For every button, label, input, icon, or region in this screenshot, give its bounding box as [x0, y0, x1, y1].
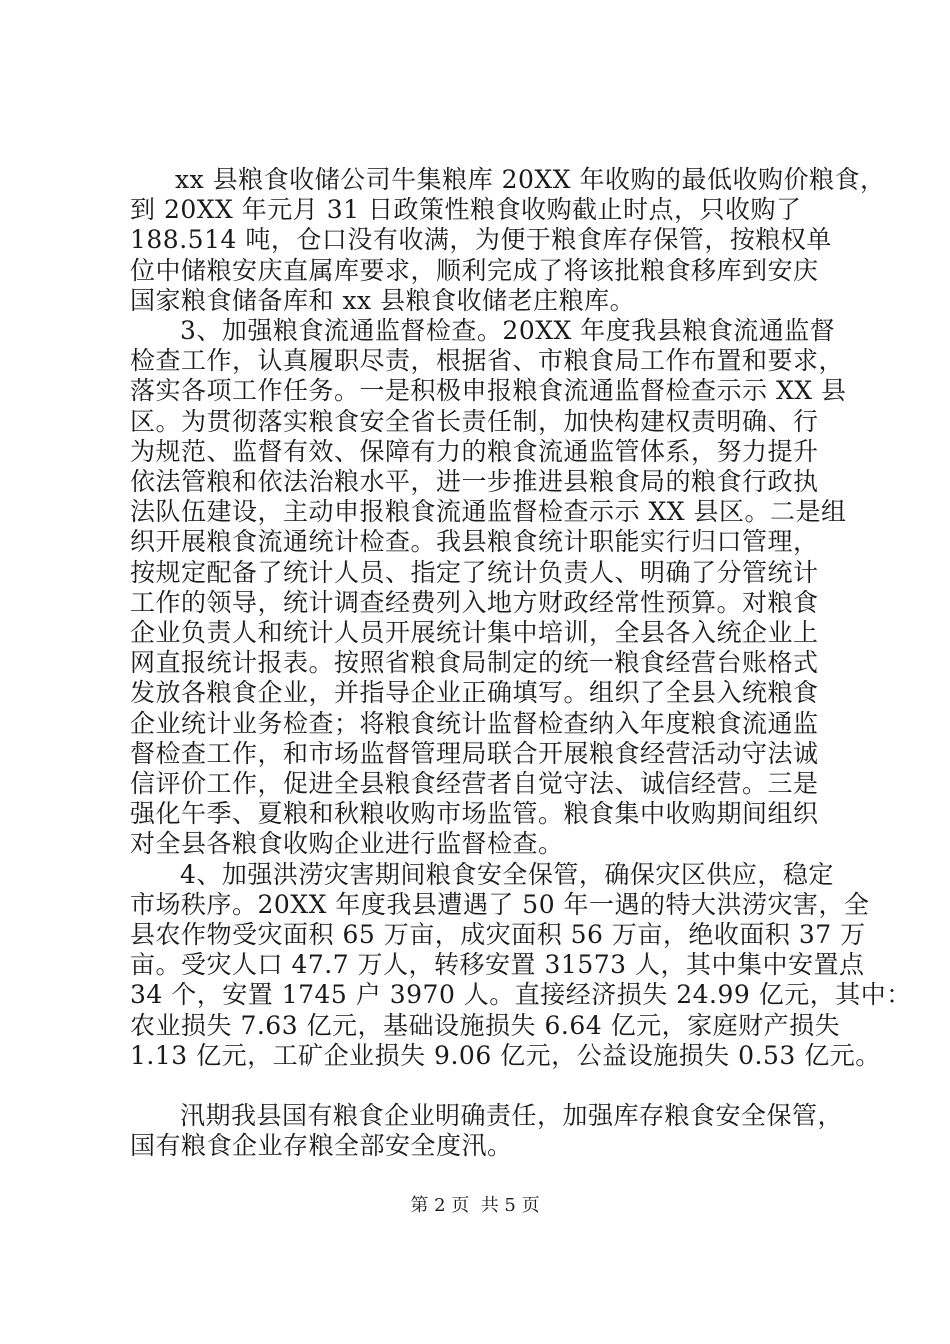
text-line: 区。为贯彻落实粮食安全省长责任制，加快构建权责明确、行 [130, 407, 819, 436]
text-line: 强化午季、夏粮和秋粮收购市场监管。粮食集中收购期间组织 [130, 799, 819, 828]
text-line: 到 20XX 年元月 31 日政策性粮食收购截止时点，只收购了 [130, 195, 802, 224]
text-line: 188.514 吨，仓口没有收满，为便于粮食库存保管，按粮权单 [130, 225, 832, 254]
text-line: 工作的领导，统计调查经费列入地方财政经常性预算。对粮食 [130, 588, 819, 617]
text-line: 3、加强粮食流通监督检查。20XX 年度我县粮食流通监督 [180, 316, 836, 345]
text-line: 织开展粮食流通统计检查。我县粮食统计职能实行归口管理， [130, 527, 819, 556]
text-line: 依法管粮和依法治粮水平，进一步推进县粮食局的粮食行政执 [130, 467, 819, 496]
text-line: 为规范、监督有效、保障有力的粮食流通监管体系，努力提升 [130, 437, 819, 466]
text-line: xx 县粮食收储公司牛集粮库 20XX 年收购的最低收购价粮食， [175, 165, 886, 194]
text-line: 对全县各粮食收购企业进行监督检查。 [130, 829, 564, 858]
text-line: 位中储粮安庆直属库要求，顺利完成了将该批粮食移库到安庆 [130, 256, 819, 285]
text-line: 市场秩序。20XX 年度我县遭遇了 50 年一遇的特大洪涝灾害，全 [130, 890, 870, 919]
text-line: 督检查工作，和市场监督管理局联合开展粮食经营活动守法诚 [130, 739, 819, 768]
text-line: 信评价工作，促进全县粮食经营者自觉守法、诚信经营。三是 [130, 769, 819, 798]
text-line: 企业负责人和统计人员开展统计集中培训，全县各入统企业上 [130, 618, 819, 647]
text-line: 发放各粮食企业，并指导企业正确填写。组织了全县入统粮食 [130, 678, 819, 707]
page-number-footer: 第 2 页 共 5 页 [410, 1195, 540, 1216]
text-line: 按规定配备了统计人员、指定了统计负责人、明确了分管统计 [130, 558, 819, 587]
text-line: 网直报统计报表。按照省粮食局制定的统一粮食经营台账格式 [130, 648, 819, 677]
text-line: 企业统计业务检查；将粮食统计监督检查纳入年度粮食流通监 [130, 709, 819, 738]
text-line: 落实各项工作任务。一是积极申报粮食流通监督检查示示 XX 县 [130, 376, 847, 405]
text-line: 34 个，安置 1745 户 3970 人。直接经济损失 24.99 亿元，其中： [130, 980, 912, 1009]
text-line: 县农作物受灾面积 65 万亩，成灾面积 56 万亩，绝收面积 37 万 [130, 920, 866, 949]
text-line: 亩。受灾人口 47.7 万人，转移安置 31573 人，其中集中安置点 [130, 950, 865, 979]
text-line: 检查工作，认真履职尽责，根据省、市粮食局工作布置和要求， [130, 346, 845, 375]
text-line: 4、加强洪涝灾害期间粮食安全保管，确保灾区供应，稳定 [180, 860, 834, 889]
text-line: 农业损失 7.63 亿元，基础设施损失 6.64 亿元，家庭财产损失 [130, 1011, 841, 1040]
text-line: 国家粮食储备库和 xx 县粮食收储老庄粮库。 [130, 286, 636, 315]
text-line: 汛期我县国有粮食企业明确责任，加强库存粮食安全保管， [180, 1101, 844, 1130]
text-line: 法队伍建设，主动申报粮食流通监督检查示示 XX 县区。二是组 [130, 497, 847, 526]
text-line: 1.13 亿元，工矿企业损失 9.06 亿元，公益设施损失 0.53 亿元。 [130, 1041, 881, 1070]
text-line: 国有粮食企业存粮全部安全度汛。 [130, 1131, 513, 1160]
